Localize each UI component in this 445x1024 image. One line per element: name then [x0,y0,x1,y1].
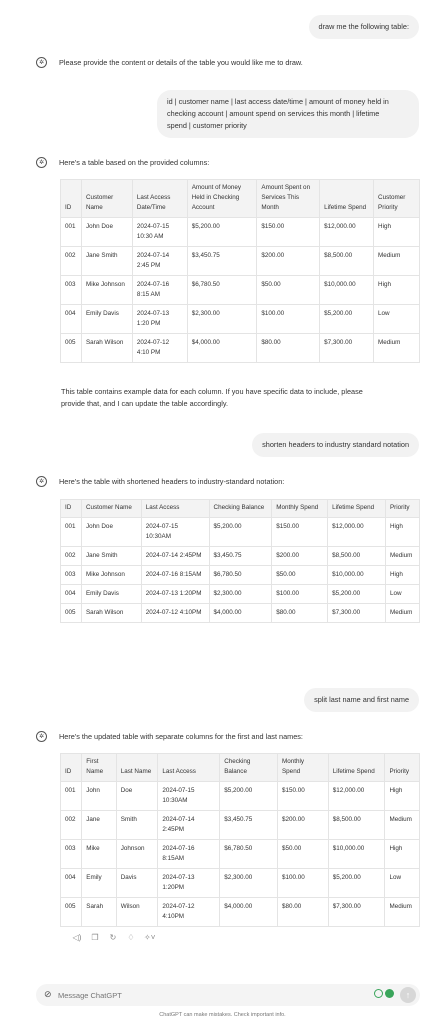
table-cell: $5,200.00 [187,218,257,247]
table-cell: 002 [61,811,82,840]
table-cell: Emily Davis [81,585,141,604]
copy-icon[interactable]: ❐ [91,933,99,942]
table-cell: Smith [116,811,158,840]
table-cell: John Doe [81,518,141,547]
table-cell: $150.00 [257,218,320,247]
grammar-extension[interactable] [374,989,394,998]
user-message [157,90,419,138]
table-cell: 2024-07-14 2:45 PM [132,247,187,276]
column-header: ID [61,180,82,218]
table-cell: 2024-07-16 8:15AM [141,566,209,585]
table-cell: $3,450.75 [220,811,278,840]
user-message [309,15,419,39]
table-cell: $2,300.00 [209,585,272,604]
user-message-line: spend | customer priority [167,121,247,130]
table-cell: 2024-07-16 8:15 AM [132,276,187,305]
table-cell: $150.00 [272,518,328,547]
table-cell: $5,200.00 [220,782,278,811]
user-message-text: draw me the following table: [318,22,409,31]
table-cell: $2,300.00 [187,305,257,334]
table-cell: $7,300.00 [328,604,386,623]
openai-logo-icon: ✲ [36,476,47,487]
table-cell: Jane [82,811,116,840]
message-input[interactable] [58,988,358,1002]
table-cell: $10,000.00 [320,276,374,305]
column-header: Last Access Date/Time [132,180,187,218]
table-row [61,898,420,927]
paragraph-line: provide that, and I can update the table accordingly. [61,399,228,408]
assistant-message-text: Here's the updated table with separate columns for the first and last names: [59,732,303,741]
table-cell: $12,000.00 [320,218,374,247]
table-cell: 2024-07-14 2:45PM [158,811,220,840]
table-cell: 003 [61,840,82,869]
column-header: Monthly Spend [277,754,328,782]
table-cell: $7,300.00 [328,898,385,927]
table-cell: $150.00 [277,782,328,811]
table-cell: $6,780.50 [187,276,257,305]
table-cell: $12,000.00 [328,782,385,811]
table-cell: 003 [61,566,82,585]
table-cell: Mike Johnson [81,566,141,585]
table-cell: $10,000.00 [328,840,385,869]
table-cell: 005 [61,334,82,363]
table-cell: $200.00 [272,547,328,566]
table-cell: 005 [61,898,82,927]
table-cell: 2024-07-15 10:30 AM [132,218,187,247]
table-cell: Sarah Wilson [81,604,141,623]
table-cell: Wilson [116,898,158,927]
column-header: First Name [82,754,116,782]
table-cell: $3,450.75 [187,247,257,276]
assistant-paragraph [61,386,401,410]
assistant-message [36,57,303,68]
table-cell: Jane Smith [81,547,141,566]
table-row [61,869,420,898]
table-cell: $5,200.00 [328,869,385,898]
table-cell: $2,300.00 [220,869,278,898]
table-cell: $100.00 [277,869,328,898]
column-header: Lifetime Spend [328,754,385,782]
user-message [304,688,419,712]
table-cell: High [385,840,420,869]
assistant-message [36,476,284,487]
table-cell: $50.00 [277,840,328,869]
table-cell: $80.00 [272,604,328,623]
table-cell: $6,780.50 [220,840,278,869]
table-row [61,247,420,276]
table-cell: Doe [116,782,158,811]
column-header: Amount Spent on Services This Month [257,180,320,218]
table-cell: Low [385,869,420,898]
table-row [61,840,420,869]
table-cell: Low [385,585,419,604]
table-cell: $4,000.00 [209,604,272,623]
data-table-2 [60,499,420,623]
column-header: Last Access [141,500,209,518]
table-cell: Mike [82,840,116,869]
table-cell: 001 [61,518,82,547]
column-header: Last Name [116,754,158,782]
table-cell: $4,000.00 [187,334,257,363]
table-cell: $5,200.00 [209,518,272,547]
disclaimer: ChatGPT can make mistakes. Check important info. [159,1012,286,1018]
table-cell: $8,500.00 [328,547,386,566]
assistant-message [36,731,303,742]
column-header: Customer Priority [374,180,420,218]
column-header: Checking Balance [220,754,278,782]
paragraph-line: This table contains example data for each column. If you have specific data to include, please [61,387,363,396]
read-aloud-icon[interactable]: ◁) [72,933,82,942]
table-cell: Mike Johnson [81,276,132,305]
table-cell: $8,500.00 [328,811,385,840]
openai-logo-icon: ✲ [36,157,47,168]
table-cell: 004 [61,585,82,604]
openai-logo-icon: ✲ [36,731,47,742]
user-message-line: id | customer name | last access date/time | amount of money held in [167,97,389,106]
table-cell: Medium [385,547,419,566]
table-cell: $50.00 [272,566,328,585]
table-cell: $7,300.00 [320,334,374,363]
table-cell: 001 [61,782,82,811]
table-cell: 003 [61,276,82,305]
user-message-text: split last name and first name [314,695,409,704]
table-cell: High [385,782,420,811]
table-cell: $80.00 [257,334,320,363]
user-message-text: shorten headers to industry standard notation [262,440,409,449]
table-cell: 002 [61,547,82,566]
table-cell: Emily [82,869,116,898]
data-table-1 [60,179,420,363]
column-header: Lifetime Spend [328,500,386,518]
table-cell: 2024-07-12 4:10PM [141,604,209,623]
table-cell: 001 [61,218,82,247]
table-row [61,811,420,840]
model-switch-icon[interactable]: ✧˅ [144,933,156,942]
assistant-message [36,157,209,168]
table-cell: $100.00 [272,585,328,604]
table-cell: $6,780.50 [209,566,272,585]
table-cell: $10,000.00 [328,566,386,585]
send-arrow-icon[interactable]: ↑ [400,987,416,1003]
assistant-message-text: Here's a table based on the provided columns: [59,158,210,167]
table-cell: $12,000.00 [328,518,386,547]
column-header: Priority [385,754,420,782]
table-cell: $80.00 [277,898,328,927]
openai-logo-icon: ✲ [36,57,47,68]
assistant-message-text: Please provide the content or details of the table you would like me to draw. [59,58,303,67]
table-row [61,276,420,305]
table-cell: Emily Davis [81,305,132,334]
table-cell: $100.00 [257,305,320,334]
message-composer [36,984,420,1006]
paperclip-icon[interactable]: ⊘ [44,989,52,999]
table-cell: Medium [385,604,419,623]
table-cell: Medium [385,898,420,927]
column-header: Last Access [158,754,220,782]
table-row [61,585,420,604]
table-cell: Davis [116,869,158,898]
table-row [61,218,420,247]
table-row [61,547,420,566]
table-cell: Low [374,305,420,334]
table-cell: 2024-07-12 4:10PM [158,898,220,927]
column-header: Monthly Spend [272,500,328,518]
table-cell: Medium [374,247,420,276]
table-cell: John [82,782,116,811]
table-cell: $8,500.00 [320,247,374,276]
table-cell: Medium [385,811,420,840]
column-header: Customer Name [81,500,141,518]
table-cell: 2024-07-15 10:30AM [158,782,220,811]
thumbs-down-icon[interactable]: ♢ [127,933,135,942]
table-cell: Sarah [82,898,116,927]
column-header: Amount of Money Held in Checking Account [187,180,257,218]
user-message [252,433,419,457]
table-cell: Sarah Wilson [81,334,132,363]
table-row [61,518,420,547]
table-header-row [61,500,420,518]
grammar-active-icon [385,989,394,998]
table-row [61,305,420,334]
table-row [61,566,420,585]
table-cell: High [385,566,419,585]
user-message-line: checking account | amount spend on services this month | lifetime [167,109,380,118]
column-header: Priority [385,500,419,518]
table-cell: 2024-07-12 4:10 PM [132,334,187,363]
regenerate-icon[interactable]: ↻ [109,933,117,942]
message-actions [72,933,154,942]
data-table-3 [60,753,420,927]
table-cell: Medium [374,334,420,363]
assistant-message-text: Here's the table with shortened headers to industry-standard notation: [59,477,285,486]
table-row [61,782,420,811]
table-header-row [61,754,420,782]
column-header: Checking Balance [209,500,272,518]
table-cell: $50.00 [257,276,320,305]
table-cell: 2024-07-13 1:20PM [141,585,209,604]
table-cell: 2024-07-13 1:20PM [158,869,220,898]
table-cell: High [374,218,420,247]
table-cell: $5,200.00 [320,305,374,334]
table-cell: 2024-07-13 1:20 PM [132,305,187,334]
column-header: Lifetime Spend [320,180,374,218]
table-cell: High [385,518,419,547]
table-cell: $200.00 [257,247,320,276]
table-cell: $200.00 [277,811,328,840]
table-cell: Johnson [116,840,158,869]
table-cell: High [374,276,420,305]
table-cell: $3,450.75 [209,547,272,566]
table-cell: 004 [61,305,82,334]
table-cell: John Doe [81,218,132,247]
table-cell: $5,200.00 [328,585,386,604]
table-header-row [61,180,420,218]
table-cell: 2024-07-15 10:30AM [141,518,209,547]
column-header: ID [61,500,82,518]
table-row [61,334,420,363]
table-cell: 002 [61,247,82,276]
table-cell: 2024-07-14 2:45PM [141,547,209,566]
grammar-status-icon [374,989,383,998]
table-row [61,604,420,623]
column-header: ID [61,754,82,782]
table-cell: 005 [61,604,82,623]
table-cell: 004 [61,869,82,898]
table-cell: Jane Smith [81,247,132,276]
column-header: Customer Name [81,180,132,218]
table-cell: 2024-07-16 8:15AM [158,840,220,869]
table-cell: $4,000.00 [220,898,278,927]
